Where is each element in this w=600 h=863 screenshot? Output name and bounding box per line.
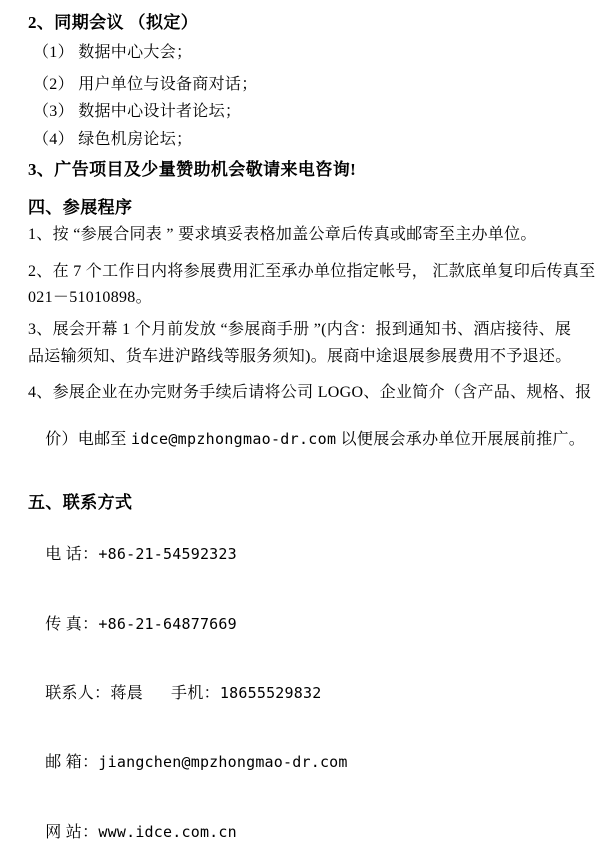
procedure-step-2-line-1: 2、在 7 个工作日内将参展费用汇至承办单位指定帐号， 汇款底单复印后传真至 [28,263,596,280]
contact-label: 邮 箱： [45,754,99,771]
conference-list-item: （1） 数据中心大会； [33,44,193,61]
fax-number-text: +86-21-64877669 [98,615,237,633]
organizer-email-text: idce@mpzhongmao-dr.com [131,430,337,448]
procedure-step-4-line-1: 4、参展企业在办完财务手续后请将公司 LOGO、企业简介（含产品、规格、报 [28,384,592,401]
contact-row-phone [28,524,588,585]
procedure-step-3-line-2: 品运输须知、货车进沪路线等服务须知)。展商中途退展参展费用不予退还。 [28,348,572,365]
conference-list-item: （3） 数据中心设计者论坛； [33,103,242,120]
heading-contact-info: 五、联系方式 [28,493,133,512]
heading-concurrent-conferences: 2、同期会议 （拟定） [28,13,199,32]
heading-advertising: 3、广告项目及少量赞助机会敬请来电咨询! [28,160,357,179]
procedure-step-4-line-2 [28,409,588,470]
procedure-step-4-text: 价）电邮至 [45,431,132,448]
procedure-step-3-line-1: 3、展会开幕 1 个月前发放 “参展商手册 ”(内含：报到通知书、酒店接待、展 [28,321,572,338]
contact-email-text: jiangchen@mpzhongmao-dr.com [98,753,348,771]
procedure-step-1: 1、按 “参展合同表 ” 要求填妥表格加盖公章后传真或邮寄至主办单位。 [28,226,537,243]
contact-label: 联系人： [45,685,111,702]
contact-row-person [28,663,588,724]
phone-number-text: +86-21-54592323 [98,545,237,563]
heading-exhibition-procedure: 四、参展程序 [28,198,133,217]
contact-row-fax [28,594,588,655]
contact-row-website [28,802,588,863]
mobile-number-text: 18655529832 [219,684,322,702]
procedure-step-4-text: 以便展会承办单位开展展前推广。 [336,431,586,448]
contact-person-name: 蒋晨 [110,685,144,702]
contact-label: 网 站： [45,824,99,841]
contact-row-email [28,732,588,793]
website-url-text: www.idce.com.cn [98,823,237,841]
contact-label: 传 真： [45,616,99,633]
procedure-step-2-line-2: 021－51010898。 [28,289,152,306]
conference-list-item: （2） 用户单位与设备商对话； [33,76,258,93]
contact-label: 手机： [171,685,220,702]
contact-label: 电 话： [45,546,99,563]
conference-list-item: （4） 绿色机房论坛； [33,131,193,148]
